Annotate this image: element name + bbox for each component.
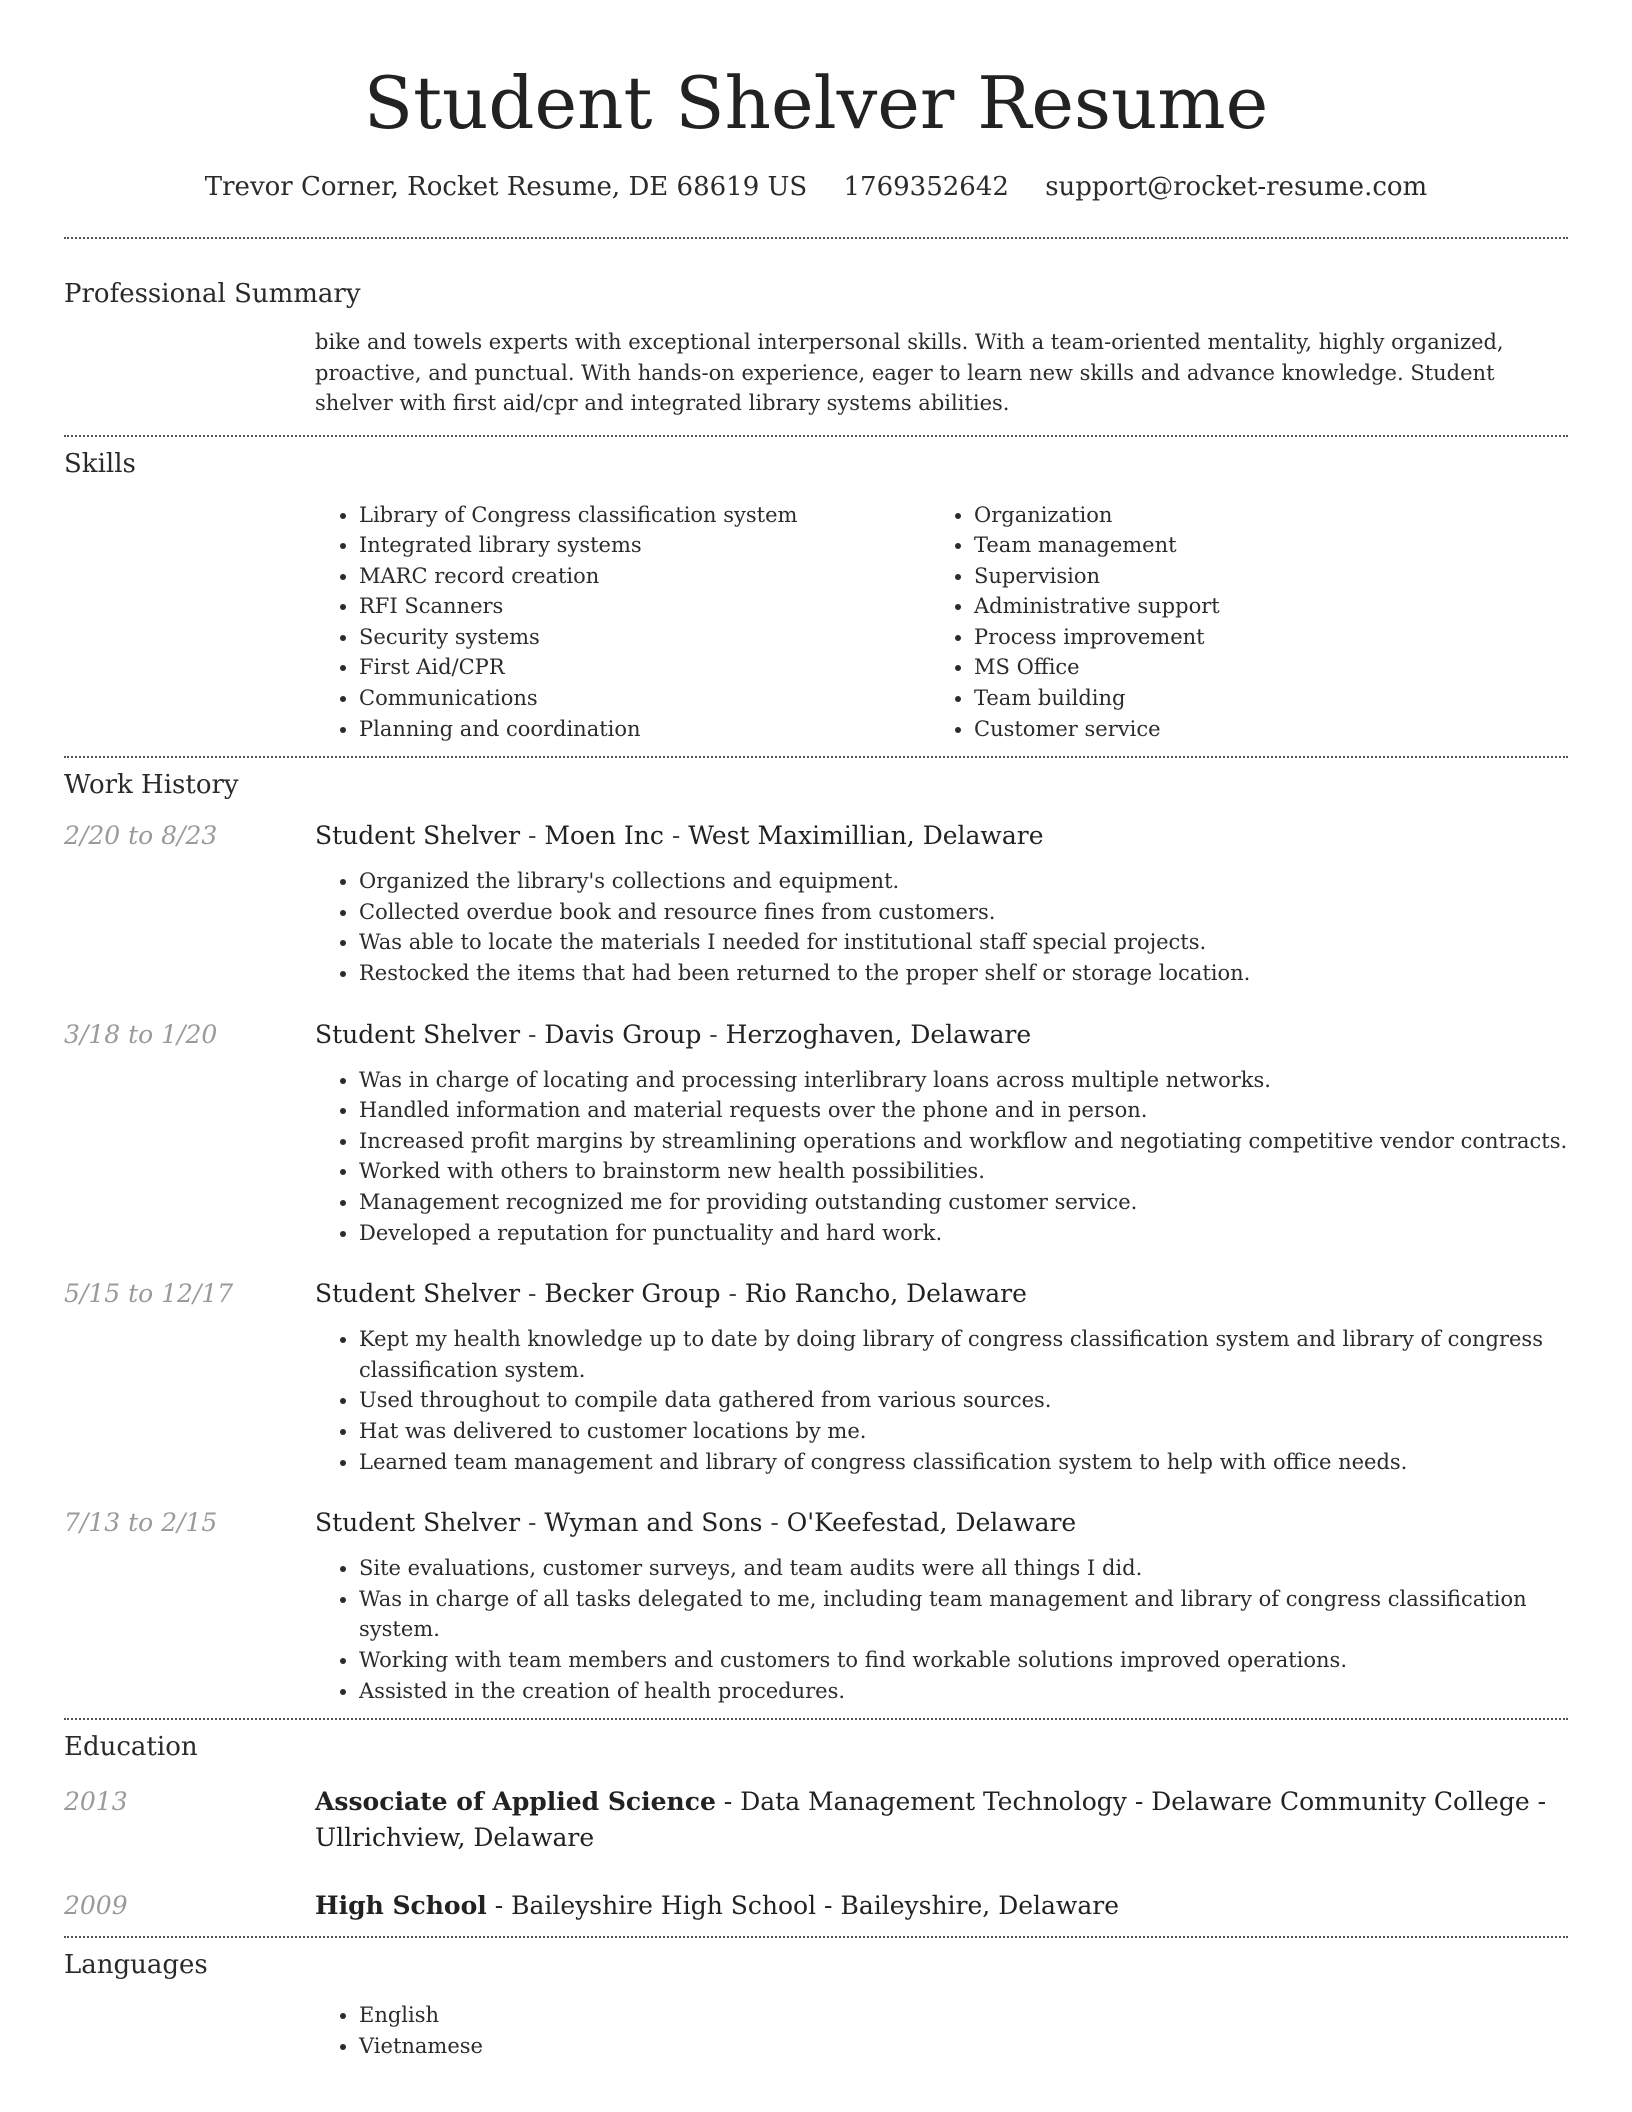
language-item: • English — [359, 2000, 1568, 2031]
divider — [64, 1718, 1568, 1720]
job-entry — [64, 1017, 1568, 1249]
education-section — [64, 1730, 1568, 1924]
job-dates: 3/18 to 1/20 — [64, 1019, 218, 1049]
job-bullet: • Hat was delivered to customer locations by me. — [359, 1416, 1568, 1447]
page-title: Student Shelver Resume — [363, 61, 1269, 145]
job-list — [64, 818, 1568, 1706]
contact-address: Trevor Corner, Rocket Resume, DE 68619 US — [204, 172, 808, 202]
job-bullet: • Was in charge of locating and processing interlibrary loans across multiple networks. — [359, 1065, 1568, 1096]
divider — [64, 756, 1568, 758]
job-bullet: • Site evaluations, customer surveys, and team audits were all things I did. — [359, 1553, 1568, 1584]
job-body — [315, 818, 1568, 988]
job-bullet: • Management recognized me for providing outstanding customer service. — [359, 1187, 1568, 1218]
skill-item: • First Aid/CPR — [359, 652, 930, 683]
skills-column-left — [315, 500, 930, 745]
job-heading — [315, 1017, 1568, 1053]
education-heading — [315, 1888, 1568, 1924]
skills-column-right — [930, 500, 1545, 745]
languages-list — [315, 2000, 1568, 2061]
education-entry — [64, 1888, 1568, 1924]
education-details: - Baileyshire High School - Baileyshire, Delaware — [486, 1891, 1119, 1921]
skill-item: • Administrative support — [974, 591, 1545, 622]
job-company: Wyman and Sons — [544, 1508, 763, 1538]
skill-item: • Planning and coordination — [359, 714, 930, 745]
job-company: Davis Group — [544, 1019, 702, 1049]
job-heading — [315, 1276, 1568, 1312]
education-body — [315, 1784, 1568, 1856]
job-company: Becker Group — [544, 1279, 721, 1309]
job-bullet: • Organized the library's collections and equipment. — [359, 866, 1568, 897]
job-role: Student Shelver — [315, 1279, 521, 1309]
divider — [64, 237, 1568, 239]
job-heading — [315, 818, 1568, 854]
summary-heading: Professional Summary — [64, 279, 361, 309]
job-bullet: • Worked with others to brainstorm new health possibilities. — [359, 1156, 1568, 1187]
job-location: Herzoghaven, Delaware — [725, 1019, 1032, 1049]
job-bullet: • Collected overdue book and resource fines from customers. — [359, 897, 1568, 928]
job-entry — [64, 818, 1568, 988]
separator: - — [520, 1019, 545, 1049]
skill-item: • Team building — [974, 683, 1545, 714]
job-heading — [315, 1505, 1568, 1541]
divider — [64, 1936, 1568, 1938]
education-heading: Education — [64, 1732, 198, 1763]
job-bullet: • Kept my health knowledge up to date by doing library of congress classification system and library of congress classification system. — [359, 1324, 1568, 1385]
skill-item: • Integrated library systems — [359, 530, 930, 561]
language-item: • Vietnamese — [359, 2031, 1568, 2062]
job-location: West Maximillian, Delaware — [688, 821, 1044, 851]
job-bullets — [315, 1553, 1568, 1706]
job-bullet: • Increased profit margins by streamlining operations and workflow and negotiating competitive vendor contracts. — [359, 1126, 1568, 1157]
education-degree: High School — [315, 1891, 487, 1921]
skill-item: • Supervision — [974, 561, 1545, 592]
job-dates: 2/20 to 8/23 — [64, 821, 218, 851]
job-bullet: • Working with team members and customers to find workable solutions improved operations. — [359, 1645, 1568, 1676]
job-body — [315, 1276, 1568, 1477]
job-bullets — [315, 1065, 1568, 1249]
skill-item: • Organization — [974, 500, 1545, 531]
contact-email: support@rocket-resume.com — [1045, 172, 1428, 202]
job-bullet: • Handled information and material requests over the phone and in person. — [359, 1095, 1568, 1126]
education-degree: Associate of Applied Science — [315, 1787, 716, 1817]
skill-item: • Security systems — [359, 622, 930, 653]
education-heading — [315, 1784, 1568, 1856]
job-body — [315, 1505, 1568, 1706]
job-bullets — [315, 1324, 1568, 1477]
contact-phone: 1769352642 — [843, 172, 1009, 202]
languages-heading: Languages — [64, 1950, 208, 1981]
skills-grid — [315, 500, 1568, 745]
separator: - — [520, 1279, 545, 1309]
contact-line — [64, 170, 1568, 204]
job-role: Student Shelver — [315, 821, 521, 851]
education-list — [64, 1784, 1568, 1924]
job-bullet: • Assisted in the creation of health procedures. — [359, 1676, 1568, 1707]
separator: - — [520, 821, 545, 851]
job-role: Student Shelver — [315, 1508, 521, 1538]
summary-text: bike and towels experts with exceptional interpersonal skills. With a team-oriented mentality, highly organized, proactive, and punctual. With hands-on experience, eager to learn new skills and advance knowledge. Student shelver with first aid/cpr and integrated library systems abilities. — [315, 330, 1504, 415]
skill-item: • MS Office — [974, 652, 1545, 683]
job-bullet: • Used throughout to compile data gathered from various sources. — [359, 1385, 1568, 1416]
separator: - — [520, 1508, 545, 1538]
languages-section — [64, 1948, 1568, 2061]
skill-item: • RFI Scanners — [359, 591, 930, 622]
job-entry — [64, 1505, 1568, 1706]
skill-item: • Communications — [359, 683, 930, 714]
skills-heading: Skills — [64, 448, 136, 479]
job-company: Moen Inc — [544, 821, 664, 851]
work-heading: Work History — [64, 770, 239, 801]
job-dates: 7/13 to 2/15 — [64, 1508, 218, 1538]
job-entry — [64, 1276, 1568, 1477]
job-bullet: • Learned team management and library of congress classification system to help with office needs. — [359, 1447, 1568, 1478]
job-bullet: • Developed a reputation for punctuality and hard work. — [359, 1218, 1568, 1249]
resume-page — [64, 0, 1568, 2061]
separator: - — [720, 1279, 745, 1309]
work-section — [64, 768, 1568, 1706]
skill-item: • Library of Congress classification system — [359, 500, 930, 531]
education-year: 2013 — [64, 1787, 128, 1817]
job-bullets — [315, 866, 1568, 988]
skills-section — [64, 447, 1568, 745]
divider — [64, 435, 1568, 437]
skill-item: • Team management — [974, 530, 1545, 561]
job-location: Rio Rancho, Delaware — [744, 1279, 1027, 1309]
separator: - — [663, 821, 689, 851]
education-year: 2009 — [64, 1891, 128, 1921]
summary-section — [64, 277, 1568, 419]
education-body — [315, 1888, 1568, 1924]
job-body — [315, 1017, 1568, 1249]
job-bullet: • Restocked the items that had been returned to the proper shelf or storage location. — [359, 958, 1568, 989]
education-details: - Data Management Technology - Delaware Community College - Ullrichview, Delaware — [315, 1787, 1547, 1853]
skill-item: • Process improvement — [974, 622, 1545, 653]
job-location: O'Keefestad, Delaware — [786, 1508, 1077, 1538]
education-entry — [64, 1784, 1568, 1856]
separator: - — [701, 1019, 726, 1049]
skill-item: • Customer service — [974, 714, 1545, 745]
job-bullet: • Was able to locate the materials I needed for institutional staff special projects. — [359, 927, 1568, 958]
separator: - — [762, 1508, 787, 1538]
job-bullet: • Was in charge of all tasks delegated to me, including team management and library of congress classification system. — [359, 1584, 1568, 1645]
skill-item: • MARC record creation — [359, 561, 930, 592]
job-dates: 5/15 to 12/17 — [64, 1279, 234, 1309]
job-role: Student Shelver — [315, 1019, 521, 1049]
